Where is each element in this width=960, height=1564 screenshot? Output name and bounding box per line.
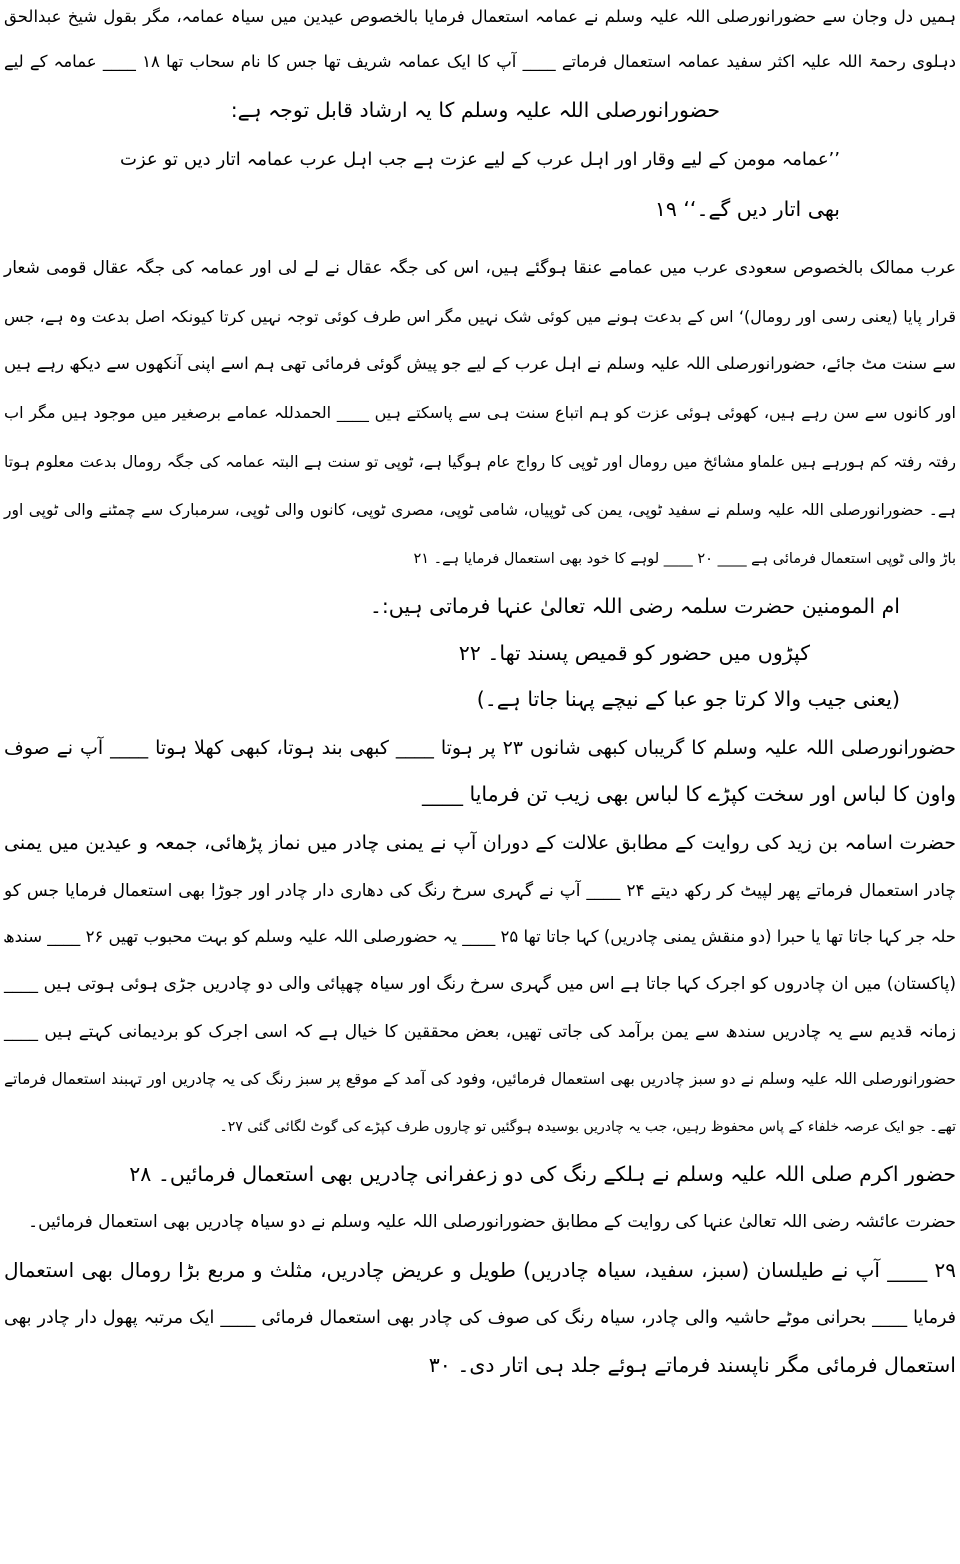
text-line: حضورانورصلی اللہ علیہ وسلم کا گریباں کبھی شانوں ۲۳ پر ہوتا ____ کبھی بند ہوتا، کبھی کھلا ہوتا ____ آپ نے صوف xyxy=(4,737,956,759)
text-line: حضرت عائشہ رضی اللہ تعالیٰ عنہا کی روایت کے مطابق حضورانورصلی اللہ علیہ وسلم نے دو سیاہ چادریں بھی استعمال فرمائیں۔ xyxy=(28,1212,956,1232)
text-line: رفتہ رفتہ کم ہورہے ہیں علماو مشائخ میں رومال اور ٹوپی کا رواج عام ہوگیا ہے، ٹوپی تو سنت ہے البتہ عمامہ کی جگہ رومال بدعت معلوم ہوتا xyxy=(4,453,956,471)
text-line: باڑ والی ٹوپی استعمال فرمائی ہے ____ ۲۰ ____ لوہے کا خود بھی استعمال فرمایا ہے۔ ۲۱ xyxy=(413,551,956,567)
text-line: (پاکستان) میں ان چادروں کو اجرک کہا جاتا ہے اس میں گہری سرخ رنگ اور سیاہ چھپائی والی دو چادریں جڑی ہوئی ہوتی ہیں ____ xyxy=(4,974,956,994)
text-line: واون کا لباس اور سخت کپڑے کا لباس بھی زیب تن فرمایا ____ xyxy=(421,782,956,806)
text-line: فرمایا ____ بحرانی موٹے حاشیہ والی چادر، سیاہ رنگ کی صوف کی چادر بھی استعمال فرمائی ____ ایک مرتبہ پھول دار چادر بھی xyxy=(4,1308,956,1328)
text-line: چادر استعمال فرماتے پھر لپیٹ کر رکھ دیتے ۲۴ ____ آپ نے گہری سرخ رنگ کی دھاری دار چادر اور جوڑا بھی استعمال فرمایا جس کو xyxy=(4,881,956,901)
text-line: ہے۔ حضورانورصلی اللہ علیہ وسلم نے سفید ٹوپی، یمن کی ٹوپیاں، شامی ٹوپی، مصری ٹوپی، کانوں والی ٹوپی، سرمبارک سے چمٹنے والی ٹوپی اور xyxy=(4,501,956,519)
text-line: دہلوی رحمۃ اللہ علیہ اکثر سفید عمامہ استعمال فرماتے ____ آپ کا ایک عمامہ شریف تھا جس کا نام سحاب تھا ۱۸ ____ عمامہ کے لیے xyxy=(4,52,956,71)
text-line: (یعنی جیب والا کرتا جو عبا کے نیچے پہنا جاتا ہے۔) xyxy=(476,687,900,711)
text-line: اور کانوں سے سن رہے ہیں، کھوئی ہوئی عزت کو ہم اتباع سنت ہی سے پاسکتے ہیں ____ الحمدللہ عمامے برصغیر میں موجود ہیں مگر اب xyxy=(4,403,956,422)
text-line: کپڑوں میں حضور کو قمیص پسند تھا۔ ۲۲ xyxy=(458,641,810,665)
text-line: حضور اکرم صلی اللہ علیہ وسلم نے ہلکے رنگ کی دو زعفرانی چادریں بھی استعمال فرمائیں۔ ۲۸ xyxy=(129,1162,956,1186)
quote-line: ’’عمامہ مومن کے لیے وقار اور اہل عرب کے لیے عزت ہے جب اہل عرب عمامہ اتار دیں تو عزت xyxy=(120,149,840,170)
text-line: استعمال فرمائی مگر ناپسند فرماتے ہوئے جلد ہی اتار دی۔ ۳۰ xyxy=(428,1353,956,1377)
text-line: حضرت اسامہ بن زید کی روایت کے مطابق علالت کے دوران آپ نے یمنی چادر میں نماز پڑھائی، جمعہ و عیدین میں یمنی xyxy=(4,832,956,854)
text-line: سے سنت مٹ جائے، حضورانورصلی اللہ علیہ وسلم نے اہل عرب کے لیے جو پیش گوئی فرمائی تھی ہم اسے اپنی آنکھوں سے دیکھ رہے ہیں xyxy=(4,354,956,373)
text-line: عرب ممالک بالخصوص سعودی عرب میں عمامے عنقا ہوگئے ہیں، اس کی جگہ عقال نے لے لی اور عمامہ کی جگہ عقال قومی شعار xyxy=(4,258,956,278)
text-line: حضورانورصلی اللہ علیہ وسلم کا یہ ارشاد قابل توجہ ہے: xyxy=(230,98,720,122)
text-line: حلہ جر کہا جاتا تھا یا حبرا (دو منقش یمنی چادریں) کہا جاتا تھا ۲۵ ____ یہ حضورصلی اللہ علیہ وسلم کو بہت محبوب تھیں ۲۶ ____ سندھ xyxy=(3,927,956,946)
text-line: زمانہ قدیم سے یہ چادریں سندھ سے یمن برآمد کی جاتی تھیں، بعض محققین کا خیال ہے کہ اسی اجرک کو بردیمانی کہتے ہیں ____ xyxy=(4,1022,956,1042)
text-line: تھے۔ جو ایک عرصہ خلفاء کے پاس محفوظ رہیں، جب یہ چادریں بوسیدہ ہوگئیں تو چاروں طرف کپڑے کی گوٹ لگائی گئی ۲۷۔ xyxy=(219,1119,956,1135)
text-line: ام المومنین حضرت سلمہ رضی اللہ تعالیٰ عنہا فرماتی ہیں:۔ xyxy=(369,594,900,618)
text-line: ۲۹ ____ آپ نے طیلسان (سبز، سفید، سیاہ چادریں) طویل و عریض چادریں، مثلث و مربع بڑا رومال بھی استعمال xyxy=(4,1258,956,1282)
quote-line: بھی اتار دیں گے۔‘‘ ۱۹ xyxy=(654,197,840,221)
text-line: حضورانورصلی اللہ علیہ وسلم نے دو سبز چادریں بھی استعمال فرمائیں، وفود کی آمد کے موقع پر سبز رنگ کی یہ چادریں اور تہبند استعمال فرماتے xyxy=(4,1070,956,1088)
text-line: ہمیں دل وجان سے حضورانورصلی اللہ علیہ وسلم نے عمامہ استعمال فرمایا بالخصوص عیدین میں سیاہ عمامہ، مگر بقول شیخ عبدالحق xyxy=(4,7,956,26)
text-line: قرار پایا (یعنی رسی اور رومال)‘ اس کے بدعت ہونے میں کوئی شک نہیں مگر اس طرف کوئی توجہ نہیں کرتا کیونکہ اصل بدعت وہ ہے، جس xyxy=(4,307,956,326)
